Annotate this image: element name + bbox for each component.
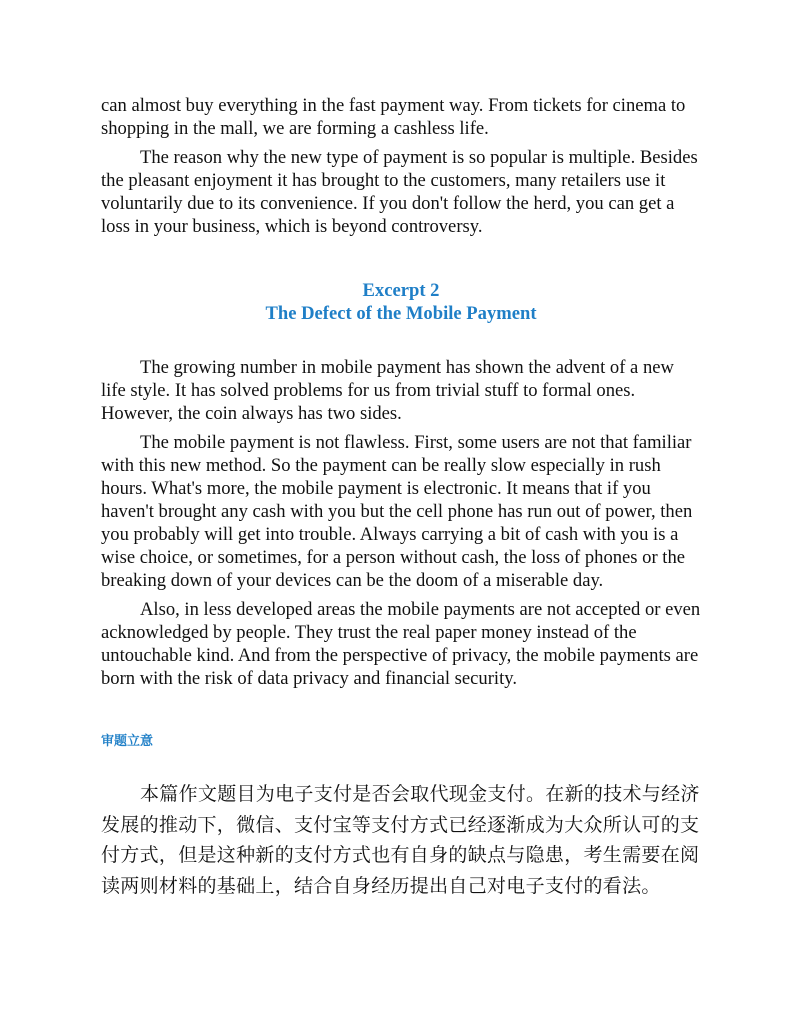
excerpt-paragraph: Also, in less developed areas the mobile payments are not accepted or even acknowledged by people. They trust the real paper money instead of the untouchable kind. And from the perspective of privacy, the mobile payments are born with the risk of data privacy and financial security. <box>101 599 701 689</box>
body-paragraph: can almost buy everything in the fast payment way. From tickets for cinema to shopping in the mall, we are forming a cashless life. <box>101 95 686 139</box>
excerpt-heading <box>101 279 701 325</box>
excerpt-number: Excerpt 2 <box>362 280 440 301</box>
excerpt-paragraph: The growing number in mobile payment has shown the advent of a new life style. It has solved problems for us from trivial stuff to formal ones. However, the coin always has two sides. <box>101 357 674 424</box>
analysis-label: 审题立意 <box>101 734 154 749</box>
document-page <box>101 94 701 901</box>
excerpt-paragraph: The mobile payment is not flawless. First, some users are not that familiar with this new method. So the payment can be really slow especially in rush hours. What's more, the mobile payment is electronic. It means that if you haven't brought any cash with you but the cell phone has run out of power, then you probably will get into trouble. Always carrying a bit of cash with you is a wise choice, or sometimes, for a person without cash, the loss of phones or the breaking down of your devices can be the doom of a miserable day. <box>101 432 693 591</box>
excerpt-title: The Defect of the Mobile Payment <box>265 303 537 324</box>
analysis-paragraph: 本篇作文题目为电子支付是否会取代现金支付。在新的技术与经济发展的推动下，微信、支付宝等支付方式已经逐渐成为大众所认可的支付方式，但是这种新的支付方式也有自身的缺点与隐患，考生需要在阅读两则材料的基础上，结合自身经历提出自己对电子支付的看法。 <box>101 783 700 897</box>
body-paragraph: The reason why the new type of payment is so popular is multiple. Besides the pleasant enjoyment it has brought to the customers, many retailers use it voluntarily due to its convenience. If you don't follow the herd, you can get a loss in your business, which is beyond controversy. <box>101 147 698 237</box>
